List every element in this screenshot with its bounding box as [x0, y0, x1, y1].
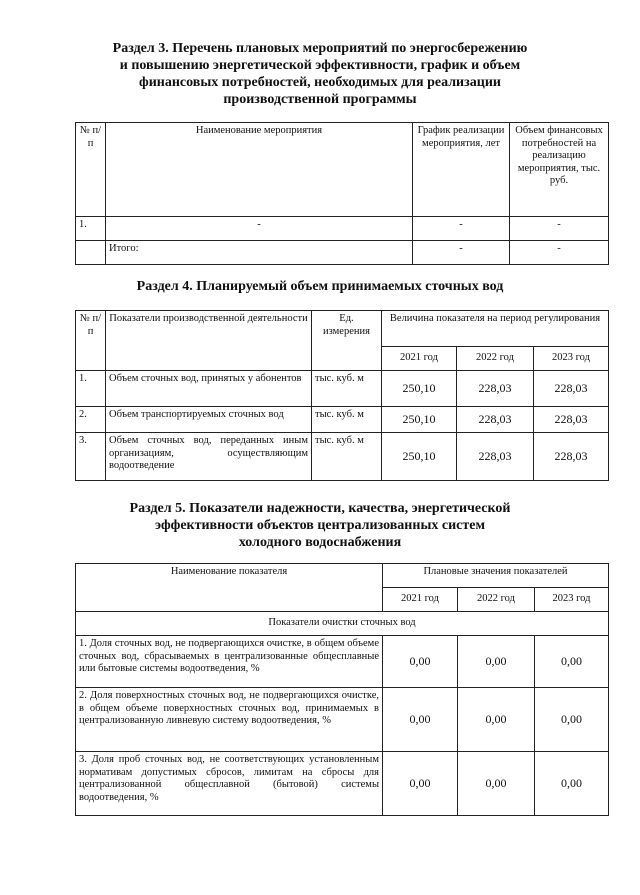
header-indicator: Показатели производственной деятельности — [106, 311, 312, 371]
header-year: 2023 год — [535, 588, 609, 612]
section4-title-text: Раздел 4. Планируемый объем принимаемых сточных вод — [136, 279, 504, 294]
row-value: 0,00 — [535, 752, 609, 816]
header-name: Наименование мероприятия — [106, 123, 413, 217]
table-row — [76, 688, 609, 752]
header-num: № п/п — [76, 123, 106, 217]
row-unit: тыс. куб. м — [312, 433, 382, 481]
row-value: 250,10 — [382, 407, 457, 433]
header-year: 2021 год — [382, 347, 457, 371]
row-num: 1. — [76, 217, 106, 241]
row-num: 3. — [76, 433, 106, 481]
section5-table — [75, 563, 609, 816]
section5-title — [60, 500, 580, 551]
row-value: 0,00 — [383, 636, 458, 688]
table-row — [76, 636, 609, 688]
header-name: Наименование показателя — [76, 564, 383, 612]
row-value: 250,10 — [382, 371, 457, 407]
table-row — [76, 752, 609, 816]
header-unit: Ед. измерения — [312, 311, 382, 371]
section3-title-line: и повышению энергетической эффективности, график и объем — [119, 58, 521, 73]
row-value: 250,10 — [382, 433, 457, 481]
section3-title-line: финансовых потребностей, необходимых для реализации — [139, 75, 501, 90]
row-num: 1. — [76, 371, 106, 407]
row-name: - — [106, 217, 413, 241]
section3-title — [60, 40, 580, 108]
section4-table — [75, 310, 609, 481]
header-year: 2021 год — [383, 588, 458, 612]
section3-table — [75, 122, 609, 265]
header-planned: Плановые значения показателей — [383, 564, 609, 588]
row-value: 228,03 — [457, 371, 534, 407]
row-value: 228,03 — [534, 371, 609, 407]
table-row — [76, 433, 609, 481]
row-value: 0,00 — [535, 636, 609, 688]
table-header-row — [76, 123, 609, 217]
row-name: Объем сточных вод, принятых у абонентов — [106, 371, 312, 407]
row-name: 1. Доля сточных вод, не подвергающихся очистке, в общем объеме сточных вод, сбрасываемых в централизованные общесплавные или бытовые системы водоотведения, % — [76, 636, 383, 688]
total-schedule: - — [413, 241, 510, 265]
row-value: 228,03 — [534, 407, 609, 433]
row-unit: тыс. куб. м — [312, 407, 382, 433]
table-row — [76, 407, 609, 433]
row-value: 0,00 — [458, 752, 535, 816]
row-value: 228,03 — [534, 433, 609, 481]
row-value: 228,03 — [457, 407, 534, 433]
table-row — [76, 217, 609, 241]
table-group-row — [76, 612, 609, 636]
section4-title — [60, 278, 580, 295]
row-name: 3. Доля проб сточных вод, не соответствующих установленным нормативам допустимых сбросов, лимитам на сбросы для централизованной общесплавной (бытовой) системы водоотведения, % — [76, 752, 383, 816]
table-header-row — [76, 311, 609, 347]
row-value: 228,03 — [457, 433, 534, 481]
section3-title-line: Раздел 3. Перечень плановых мероприятий по энергосбережению — [112, 41, 528, 56]
header-year: 2022 год — [457, 347, 534, 371]
row-value: 0,00 — [535, 688, 609, 752]
table-row — [76, 371, 609, 407]
header-year: 2022 год — [458, 588, 535, 612]
section5-title-line: холодного водоснабжения — [238, 535, 402, 550]
row-value: 0,00 — [383, 752, 458, 816]
row-name: 2. Доля поверхностных сточных вод, не подвергающихся очистке, в общем объеме поверхностных сточных вод, принимаемых в централизованную ливневую систему водоотведения, % — [76, 688, 383, 752]
table-total-row — [76, 241, 609, 265]
section5-title-line: эффективности объектов централизованных систем — [154, 518, 485, 533]
row-schedule: - — [413, 217, 510, 241]
row-unit: тыс. куб. м — [312, 371, 382, 407]
section5-title-line: Раздел 5. Показатели надежности, качества, энергетической — [129, 501, 511, 516]
group-label: Показатели очистки сточных вод — [76, 612, 609, 636]
row-num: 2. — [76, 407, 106, 433]
row-value: 0,00 — [458, 636, 535, 688]
row-name: Объем сточных вод, переданных иным организациям, осуществляющим водоотведение — [106, 433, 312, 481]
row-value: 0,00 — [383, 688, 458, 752]
header-volume: Объем финансовых потребностей на реализацию мероприятия, тыс. руб. — [510, 123, 609, 217]
total-label: Итого: — [106, 241, 413, 265]
table-header-row — [76, 564, 609, 588]
section3-title-line: производственной программы — [223, 92, 417, 107]
row-volume: - — [510, 217, 609, 241]
row-value: 0,00 — [458, 688, 535, 752]
row-name: Объем транспортируемых сточных вод — [106, 407, 312, 433]
total-volume: - — [510, 241, 609, 265]
header-year: 2023 год — [534, 347, 609, 371]
header-num: № п/п — [76, 311, 106, 371]
header-value: Величина показателя на период регулирования — [382, 311, 609, 347]
header-schedule: График реализации мероприятия, лет — [413, 123, 510, 217]
